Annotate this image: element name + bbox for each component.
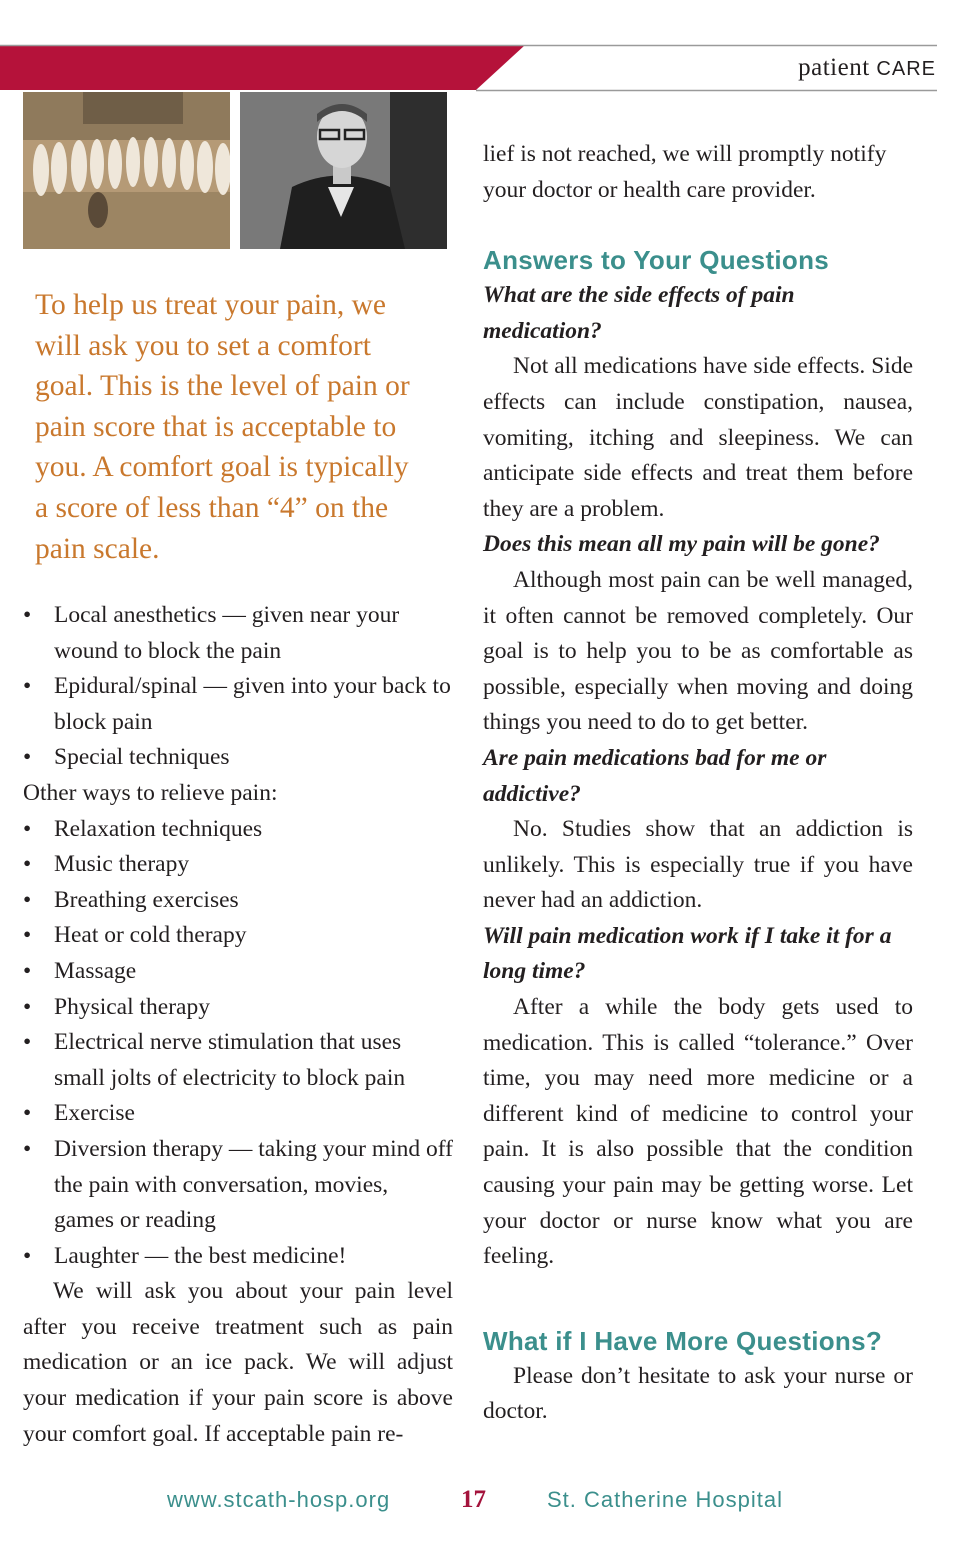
header-red-band — [0, 46, 524, 90]
answer: After a while the body gets used to medication. This is called “tolerance.” Over time, you may need more medicine or a different kind of medicine to control your pain. It is also possible that the condition causing your pain may be getting worse. Let your doctor or nurse know what you are feeling. — [483, 994, 913, 1270]
right-column — [483, 137, 913, 1430]
footer-website-link[interactable]: www.stcath-hosp.org — [167, 1487, 391, 1512]
list-item: • Laughter — the best medicine! — [23, 1239, 453, 1275]
heading-more-questions: What if I Have More Questions? — [483, 1325, 883, 1356]
heading-answers: Answers to Your Questions — [483, 245, 830, 276]
list-item: • Diversion therapy — taking your mind off the pain with conversation, movies, games or reading — [23, 1132, 453, 1239]
section-word: patient — [798, 54, 870, 81]
question: Will pain medication work if I take it for a long time? — [483, 922, 892, 985]
section-caps: CARE — [876, 58, 936, 80]
question: What are the side effects of pain medication? — [483, 282, 795, 344]
pull-quote: To help us treat your pain, we will ask you to set a comfort goal. This is the level of pain or pain score that is acceptable to you. A comfort goal is typically a score of less than “4” on the pain scale. — [35, 289, 410, 565]
list-item: • Physical therapy — [23, 990, 453, 1026]
list-item: • Special techniques — [23, 740, 453, 776]
closing-paragraph: We will ask you about your pain level after you receive treatment such as pain medication or an ice pack. We will adjust your medication if your pain score is above your comfort goal. If acceptable pain re- — [23, 1278, 453, 1447]
historic-photo-nurses — [23, 92, 230, 249]
more-questions-text: Please don’t hesitate to ask your nurse or doctor. — [483, 1362, 913, 1425]
list-item: • Electrical nerve stimulation that uses small jolts of electricity to block pain — [23, 1025, 453, 1096]
question: Does this mean all my pain will be gone? — [483, 531, 880, 558]
pain-methods-list — [23, 598, 453, 776]
list-item: • Music therapy — [23, 847, 453, 883]
section-label — [798, 54, 936, 82]
list-item: • Local anesthetics — given near your wound to block the pain — [23, 598, 453, 669]
list-item: • Relaxation techniques — [23, 812, 453, 848]
list-item: • Heat or cold therapy — [23, 918, 453, 954]
list-item: • Breathing exercises — [23, 883, 453, 919]
historic-photo-doctor — [240, 92, 447, 249]
page-number: 17 — [461, 1486, 486, 1513]
list-item: • Massage — [23, 954, 453, 990]
footer-organization: St. Catherine Hospital — [547, 1487, 783, 1512]
answer: Although most pain can be well managed, it often cannot be removed completely. Our goal is to help you to be as comfortable as possible, especially when moving and doing things you need to do to get better. — [483, 566, 913, 736]
answer: Not all medications have side effects. Side effects can include constipation, nausea, vomiting, itching and sleepiness. We can anticipate side effects and treat them before they are a problem. — [483, 353, 913, 522]
answer: No. Studies show that an addiction is unlikely. This is especially true if you have never had an addiction. — [483, 816, 913, 914]
question: Are pain medications bad for me or addictive? — [483, 744, 827, 807]
list-item: • Exercise — [23, 1096, 453, 1132]
list-item: • Epidural/spinal — given into your back to block pain — [23, 669, 453, 740]
other-ways-label: Other ways to relieve pain: — [23, 779, 278, 806]
continuation-paragraph: lief is not reached, we will promptly notify your doctor or health care provider. — [483, 141, 887, 203]
other-ways-list — [23, 812, 453, 1275]
left-column — [23, 598, 453, 1452]
